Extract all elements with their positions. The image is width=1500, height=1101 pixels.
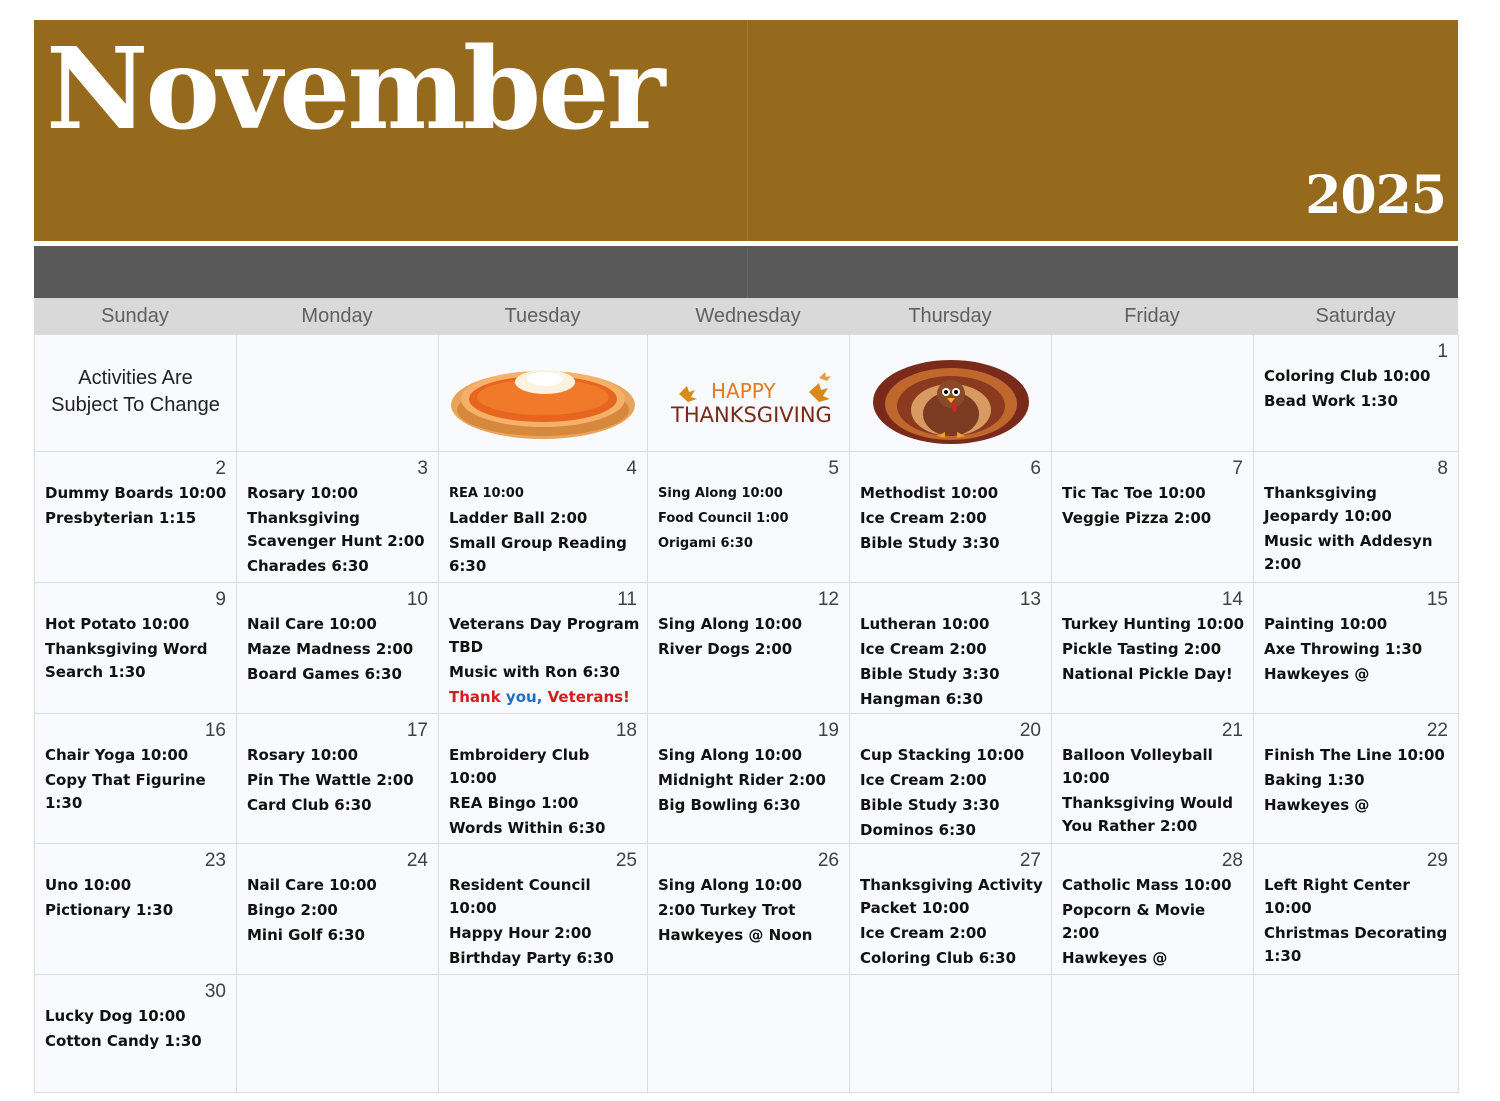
event: Music with Addesyn 2:00: [1264, 532, 1433, 573]
event: Popcorn & Movie 2:00: [1062, 901, 1206, 942]
day-number: 10: [406, 589, 428, 610]
day-cell-19: [648, 714, 850, 844]
event: Axe Throwing 1:30: [1264, 640, 1423, 658]
event: Small Group Reading 6:30: [449, 534, 627, 575]
day-number: 1: [1437, 341, 1448, 362]
day-number: 21: [1221, 720, 1243, 741]
event: Sing Along 10:00: [658, 486, 783, 501]
note-cell: [35, 335, 237, 452]
event: Hot Potato 10:00: [45, 615, 190, 633]
day-cell-13: [850, 583, 1052, 714]
day-number: 3: [417, 458, 428, 479]
day-cell-6: [850, 452, 1052, 583]
event-list: [45, 1005, 230, 1055]
day-number: 30: [204, 981, 226, 1002]
month-banner: [34, 20, 1458, 241]
day-cell-20: [850, 714, 1052, 844]
day-number: 23: [204, 850, 226, 871]
event: Thanksgiving Jeopardy 10:00: [1264, 484, 1392, 525]
event-list: [45, 874, 230, 924]
day-number: 12: [817, 589, 839, 610]
veterans-thanks: Thank you, Veterans!: [449, 688, 630, 706]
event: Ladder Ball 2:00: [449, 509, 588, 527]
event: Cotton Candy 1:30: [45, 1032, 202, 1050]
event-list: [1264, 482, 1452, 578]
event-list: [658, 482, 843, 557]
event: Resident Council 10:00: [449, 876, 591, 917]
event: Big Bowling 6:30: [658, 796, 801, 814]
day-number: 9: [215, 589, 226, 610]
day-number: 25: [615, 850, 637, 871]
day-cell-5: [648, 452, 850, 583]
event: Nail Care 10:00: [247, 876, 377, 894]
weekday-thursday: Thursday: [908, 304, 992, 327]
event: Methodist 10:00: [860, 484, 999, 502]
day-number: 7: [1232, 458, 1243, 479]
event: REA Bingo 1:00: [449, 794, 579, 812]
event: National Pickle Day!: [1062, 665, 1233, 683]
event: Hangman 6:30: [860, 690, 984, 708]
event: Dummy Boards 10:00: [45, 484, 227, 502]
event: Card Club 6:30: [247, 796, 372, 814]
happy-thanksgiving-icon: [659, 364, 839, 434]
day-cell-2: [35, 452, 237, 583]
happy-text: HAPPY: [710, 379, 776, 403]
day-number: 27: [1019, 850, 1041, 871]
event: Bible Study 3:30: [860, 796, 1000, 814]
event: Veggie Pizza 2:00: [1062, 509, 1212, 527]
event-list: [1264, 744, 1452, 819]
weekday-tuesday: Tuesday: [504, 304, 581, 327]
day-number: 28: [1221, 850, 1243, 871]
event: Birthday Party 6:30: [449, 949, 614, 967]
event: REA 10:00: [449, 486, 524, 501]
event: Coloring Club 10:00: [1264, 367, 1431, 385]
day-cell-22: [1254, 714, 1459, 844]
dark-bar: [34, 246, 1458, 298]
empty-cell: [648, 975, 850, 1093]
day-number: 19: [817, 720, 839, 741]
event: Origami 6:30: [658, 536, 753, 551]
turkey-cell: [850, 335, 1052, 452]
event-list: [45, 744, 230, 817]
event: Maze Madness 2:00: [247, 640, 414, 658]
event-list: [449, 874, 641, 972]
day-cell-14: [1052, 583, 1254, 714]
day-number: 2: [215, 458, 226, 479]
day-number: 4: [626, 458, 637, 479]
event: Words Within 6:30: [449, 819, 606, 837]
event: Bead Work 1:30: [1264, 392, 1398, 410]
event: Pictionary 1:30: [45, 901, 174, 919]
event: Lucky Dog 10:00: [45, 1007, 186, 1025]
darkbar-divider: [747, 246, 748, 298]
thanksgiving-text: THANKSGIVING: [670, 403, 832, 427]
day-number: 14: [1221, 589, 1243, 610]
day-cell-18: [439, 714, 648, 844]
event: Nail Care 10:00: [247, 615, 377, 633]
event-list: [1062, 744, 1247, 840]
day-cell-30: [35, 975, 237, 1093]
day-cell-4: [439, 452, 648, 583]
event: Pin The Wattle 2:00: [247, 771, 414, 789]
event: Hawkeyes @ Noon: [658, 926, 813, 944]
day-cell-28: [1052, 844, 1254, 975]
day-cell-27: [850, 844, 1052, 975]
event: Thanksgiving Word Search 1:30: [45, 640, 208, 681]
event: Ice Cream 2:00: [860, 924, 987, 942]
day-number: 15: [1426, 589, 1448, 610]
month-title: November: [46, 24, 663, 155]
event: Presbyterian 1:15: [45, 509, 197, 527]
event: Ice Cream 2:00: [860, 509, 987, 527]
event: Uno 10:00: [45, 876, 132, 894]
event: Copy That Figurine 1:30: [45, 771, 206, 812]
event-list: [449, 482, 641, 580]
event: Embroidery Club 10:00: [449, 746, 590, 787]
weekday-header: [34, 298, 1458, 334]
day-number: 20: [1019, 720, 1041, 741]
event: Board Games 6:30: [247, 665, 402, 683]
event-list: [247, 744, 432, 819]
day-number: 5: [828, 458, 839, 479]
day-cell-8: [1254, 452, 1459, 583]
event-list: [1264, 365, 1452, 415]
day-cell-15: [1254, 583, 1459, 714]
event: Veterans Day Program TBD: [449, 615, 640, 656]
day-cell-23: [35, 844, 237, 975]
event-list: [860, 874, 1045, 972]
day-cell-26: [648, 844, 850, 975]
event: Happy Hour 2:00: [449, 924, 592, 942]
day-number: 26: [817, 850, 839, 871]
event-list: [1264, 613, 1452, 688]
event: Charades 6:30: [247, 557, 369, 575]
day-cell-12: [648, 583, 850, 714]
change-notice-line2: Subject To Change: [51, 394, 220, 416]
event: Left Right Center 10:00: [1264, 876, 1410, 917]
thanksgiving-sign-cell: [648, 335, 850, 452]
day-cell-9: [35, 583, 237, 714]
event-list: [860, 744, 1045, 844]
event-list: [860, 482, 1045, 557]
event: Tic Tac Toe 10:00: [1062, 484, 1206, 502]
day-cell-10: [237, 583, 439, 714]
event: Cup Stacking 10:00: [860, 746, 1025, 764]
thanks-word-veterans: Veterans!: [547, 688, 630, 706]
day-cell-25: [439, 844, 648, 975]
day-cell-3: [237, 452, 439, 583]
event-list: [1062, 482, 1247, 532]
event: Hawkeyes @: [1264, 665, 1370, 683]
banner-divider: [747, 20, 748, 241]
event: Ice Cream 2:00: [860, 640, 987, 658]
day-cell-7: [1052, 452, 1254, 583]
event-list: [1264, 874, 1452, 970]
day-cell-24: [237, 844, 439, 975]
weekday-friday: Friday: [1124, 304, 1180, 327]
event-list: [1062, 613, 1247, 688]
event-list: [45, 613, 230, 686]
event-list: [247, 613, 432, 688]
event-list: [860, 613, 1045, 713]
event: Midnight Rider 2:00: [658, 771, 826, 789]
day-number: 17: [406, 720, 428, 741]
event: Sing Along 10:00: [658, 615, 803, 633]
empty-cell: [237, 335, 439, 452]
day-cell-21: [1052, 714, 1254, 844]
empty-cell: [1052, 975, 1254, 1093]
event: Hawkeyes @: [1062, 949, 1168, 967]
event: Thanksgiving Scavenger Hunt 2:00: [247, 509, 425, 550]
empty-cell: [1254, 975, 1459, 1093]
day-number: 22: [1426, 720, 1448, 741]
event: Mini Golf 6:30: [247, 926, 365, 944]
event: Food Council 1:00: [658, 511, 789, 526]
day-number: 8: [1437, 458, 1448, 479]
event: Bible Study 3:30: [860, 665, 1000, 683]
thanks-word-thank: Thank: [449, 688, 501, 706]
event: Painting 10:00: [1264, 615, 1388, 633]
event: River Dogs 2:00: [658, 640, 793, 658]
event: Bingo 2:00: [247, 901, 338, 919]
event: Coloring Club 6:30: [860, 949, 1017, 967]
thanks-word-you: you: [505, 688, 537, 706]
event: Lutheran 10:00: [860, 615, 990, 633]
event-list: [449, 744, 641, 842]
day-cell-16: [35, 714, 237, 844]
day-number: 29: [1426, 850, 1448, 871]
event: Chair Yoga 10:00: [45, 746, 189, 764]
weekday-sunday: Sunday: [101, 304, 169, 327]
day-number: 24: [406, 850, 428, 871]
day-cell-1: [1254, 335, 1459, 452]
event: Pickle Tasting 2:00: [1062, 640, 1222, 658]
event: Thanksgiving Activity Packet 10:00: [860, 876, 1043, 917]
day-number: 16: [204, 720, 226, 741]
calendar: [34, 20, 1458, 1093]
change-notice-line1: Activities Are: [78, 367, 193, 389]
event: Rosary 10:00: [247, 484, 359, 502]
weekday-saturday: Saturday: [1315, 304, 1396, 327]
empty-cell: [1052, 335, 1254, 452]
event-list: [247, 482, 432, 580]
event-list: [658, 744, 843, 819]
event: Sing Along 10:00: [658, 876, 803, 894]
event: Thanksgiving Would You Rather 2:00: [1062, 794, 1233, 835]
calendar-grid: [34, 334, 1458, 1093]
event-list: [247, 874, 432, 949]
event: Bible Study 3:30: [860, 534, 1000, 552]
event: Balloon Volleyball 10:00: [1062, 746, 1213, 787]
event-list: [449, 613, 641, 711]
turkey-icon: [871, 354, 1031, 444]
event: Hawkeyes @: [1264, 796, 1370, 814]
year-title: 2025: [1305, 165, 1446, 226]
event-list: [658, 874, 843, 949]
day-cell-29: [1254, 844, 1459, 975]
day-number: 18: [615, 720, 637, 741]
event: Christmas Decorating 1:30: [1264, 924, 1448, 965]
day-number: 13: [1019, 589, 1041, 610]
event: Dominos 6:30: [860, 821, 976, 839]
event: Sing Along 10:00: [658, 746, 803, 764]
change-notice: [35, 365, 236, 419]
empty-cell: [439, 975, 648, 1093]
event: Turkey Hunting 10:00: [1062, 615, 1245, 633]
pie-cell: [439, 335, 648, 452]
event-list: [658, 613, 843, 663]
pumpkin-pie-icon: [448, 355, 638, 443]
event-list: [1062, 874, 1247, 972]
day-cell-17: [237, 714, 439, 844]
event: 2:00 Turkey Trot: [658, 901, 796, 919]
empty-cell: [850, 975, 1052, 1093]
event: Catholic Mass 10:00: [1062, 876, 1232, 894]
event: Rosary 10:00: [247, 746, 359, 764]
day-number: 6: [1030, 458, 1041, 479]
event: Finish The Line 10:00: [1264, 746, 1445, 764]
weekday-wednesday: Wednesday: [695, 304, 801, 327]
event: Music with Ron 6:30: [449, 663, 620, 681]
day-cell-11: [439, 583, 648, 714]
event-list: [45, 482, 230, 532]
day-number: 11: [617, 589, 637, 610]
event: Baking 1:30: [1264, 771, 1365, 789]
weekday-monday: Monday: [301, 304, 373, 327]
empty-cell: [237, 975, 439, 1093]
event: Ice Cream 2:00: [860, 771, 987, 789]
